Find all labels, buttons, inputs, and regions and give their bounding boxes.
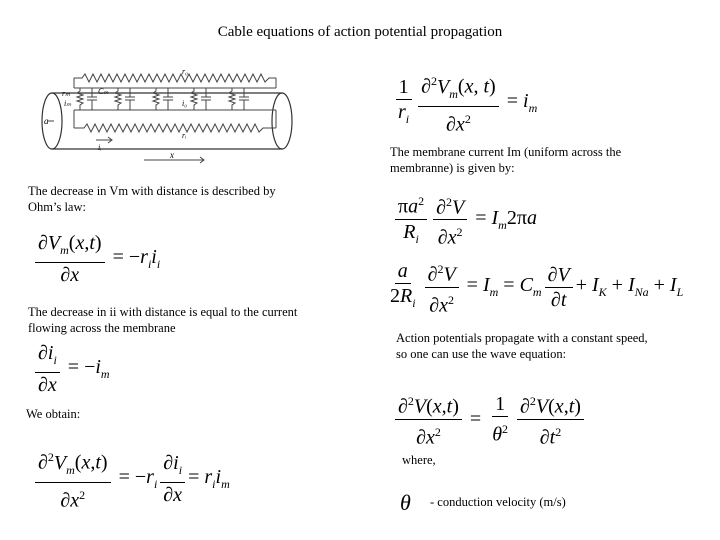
equation-cable-result: $\frac{\partial^2V_m(x,t)}{\partial x^2}$ = $-r_i$ $\frac{\partial i_i}{\partial x}$ = $r_ii_m$ xyxy=(32,446,230,511)
theta-definition-text: - conduction velocity (m/s) xyxy=(430,495,566,509)
label-ro: r₀ xyxy=(182,67,188,76)
label-ii: iᵢ xyxy=(98,143,102,152)
label-cm: Cₘ xyxy=(98,87,109,96)
label-im: iₘ xyxy=(64,99,72,108)
equation-wave: $\frac{\partial^2V(x,t)}{\partial x^2}$ = $\frac{1}{\theta^2}$ $\frac{\partial^2V(x,t)}{\partial t^2}$ xyxy=(392,390,587,448)
fraction-d2vm-dx2: $\frac{\partial^2V_m(x, t)}{\partial x^2}$ xyxy=(418,70,499,135)
ri-symbol: $r_i$ xyxy=(398,100,410,126)
equation-membrane-currents-sum: $\frac{a}{2R_i}$ $\frac{\partial^2V}{\partial x^2}$ = $I_m = C_m$ $\frac{\partial V}{\partial t}$ + $I_K + I_{Na} + I_L$ xyxy=(384,258,683,316)
label-io: i₀ xyxy=(182,99,188,108)
label-ri: rᵢ xyxy=(182,131,187,140)
we-obtain-text: We obtain: xyxy=(26,407,81,421)
label-a: a xyxy=(44,116,49,126)
action-potentials-text: Action potentials propagate with a constant speed, so one can use the wave equation: xyxy=(396,331,648,361)
label-x: x xyxy=(170,150,174,160)
equation-cable-im: $\frac{1}{r_i}$ $\frac{\partial^2V_m(x, t)}{\partial x^2}$ = $i_m$ xyxy=(392,70,537,135)
cable-circuit-diagram-svg xyxy=(14,66,332,166)
equation-ohms-law: $\frac{\partial V_m(x,t)}{\partial x}$ = $-r_ii_i$ xyxy=(32,232,160,286)
decrease-vm-text: The decrease in Vm with distance is described by Ohm’s law: xyxy=(28,184,276,214)
where-text: where, xyxy=(402,453,436,467)
decrease-ii-text: The decrease in ii with distance is equal to the current flowing across the membrane xyxy=(28,305,298,335)
fraction-1-over-ri: $\frac{1}{r_i}$ xyxy=(395,76,412,130)
theta-symbol: θ xyxy=(400,490,411,515)
equation-membrane-current-area: $\frac{\pi a^2}{R_i}$ $\frac{\partial^2V}{\partial x^2}$ = $I_m2\pi a$ xyxy=(392,190,537,250)
page-title: Cable equations of action potential propagation xyxy=(217,24,503,40)
cable-circuit-diagram xyxy=(14,66,332,166)
membrane-current-text: The membrane current Im (uniform across the membranne) is given by: xyxy=(390,145,622,175)
equation-current-conservation: $\frac{\partial i_i}{\partial x}$ = $-i_m$ xyxy=(32,342,110,396)
label-rm: rₘ xyxy=(62,89,71,98)
